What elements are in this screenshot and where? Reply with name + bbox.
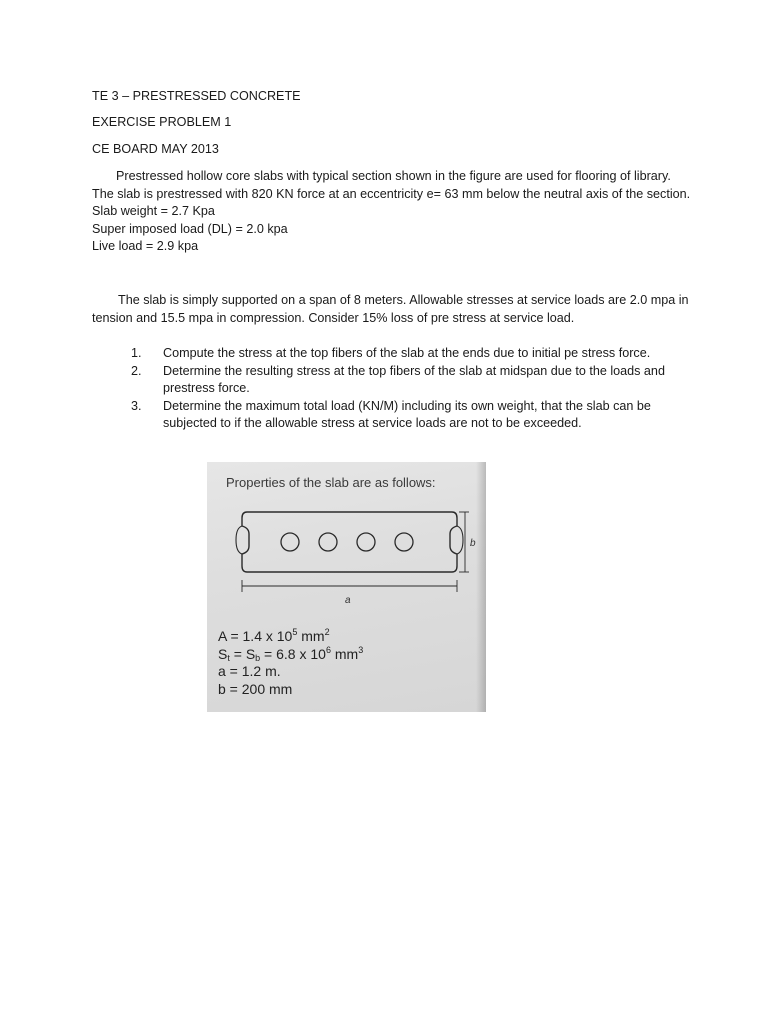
conditions-paragraph: The slab is simply supported on a span of 8 meters. Allowable stresses at service loads are 2.0 mpa in tension and 15.5 mpa in compression. Consider 15% loss of pre stress at service load.	[92, 293, 689, 325]
slab-properties	[218, 628, 363, 698]
load-live: Live load = 2.9 kpa	[92, 239, 199, 253]
right-key-notch	[457, 526, 463, 554]
scan-shadow	[476, 462, 486, 712]
dim-a-label: a	[345, 595, 351, 606]
left-key-notch	[236, 526, 242, 554]
hollow-core	[357, 533, 375, 551]
prop-a: a = 1.2 m.	[218, 663, 281, 679]
load-slab-weight: Slab weight = 2.7 Kpa	[92, 204, 215, 218]
problem-statement	[92, 168, 692, 256]
hollow-cores	[281, 533, 413, 551]
hollow-core	[319, 533, 337, 551]
load-superimposed: Super imposed load (DL) = 2.0 kpa	[92, 221, 288, 236]
question-text: Determine the resulting stress at the top fibers of the slab at midspan due to the loads and prestress force.	[163, 363, 665, 395]
question-item	[131, 398, 676, 433]
load-list	[92, 203, 692, 256]
course-title: TE 3 – PRESTRESSED CONCRETE	[92, 89, 301, 103]
dim-b-label: b	[470, 538, 476, 549]
prop-section-modulus: $S_t = S_b = 6.8$ x $10^6$ $mm^3$	[218, 644, 364, 663]
question-number: 1.	[131, 346, 142, 360]
question-number: 3.	[131, 398, 142, 413]
figure-caption: Properties of the slab are as follows:	[226, 475, 436, 490]
question-item	[131, 345, 676, 363]
question-text: Determine the maximum total load (KN/M) including its own weight, that the slab can be subjected to if the allowable stress at service loads are not to be exceeded.	[163, 398, 651, 430]
board-title: CE BOARD MAY 2013	[92, 142, 219, 156]
question-item	[131, 363, 676, 398]
conditions-block	[92, 292, 692, 327]
exercise-title: EXERCISE PROBLEM 1	[92, 115, 232, 129]
question-number: 2.	[131, 363, 142, 378]
question-list	[131, 345, 676, 433]
question-text: Compute the stress at the top fibers of the slab at the ends due to initial pe stress force.	[163, 346, 651, 360]
intro-paragraph: Prestressed hollow core slabs with typical section shown in the figure are used for flooring of library. The slab is prestressed with 820 KN force at an eccentricity e= 63 mm below the neutral axis of the section.	[92, 169, 691, 201]
slab-figure	[207, 462, 486, 712]
prop-area: A = 1.4 x $10^5$ $mm^2$	[218, 627, 330, 644]
prop-b: b = 200 mm	[218, 680, 293, 697]
hollow-core	[395, 533, 413, 551]
hollow-core	[281, 533, 299, 551]
slab-outline	[242, 512, 457, 572]
